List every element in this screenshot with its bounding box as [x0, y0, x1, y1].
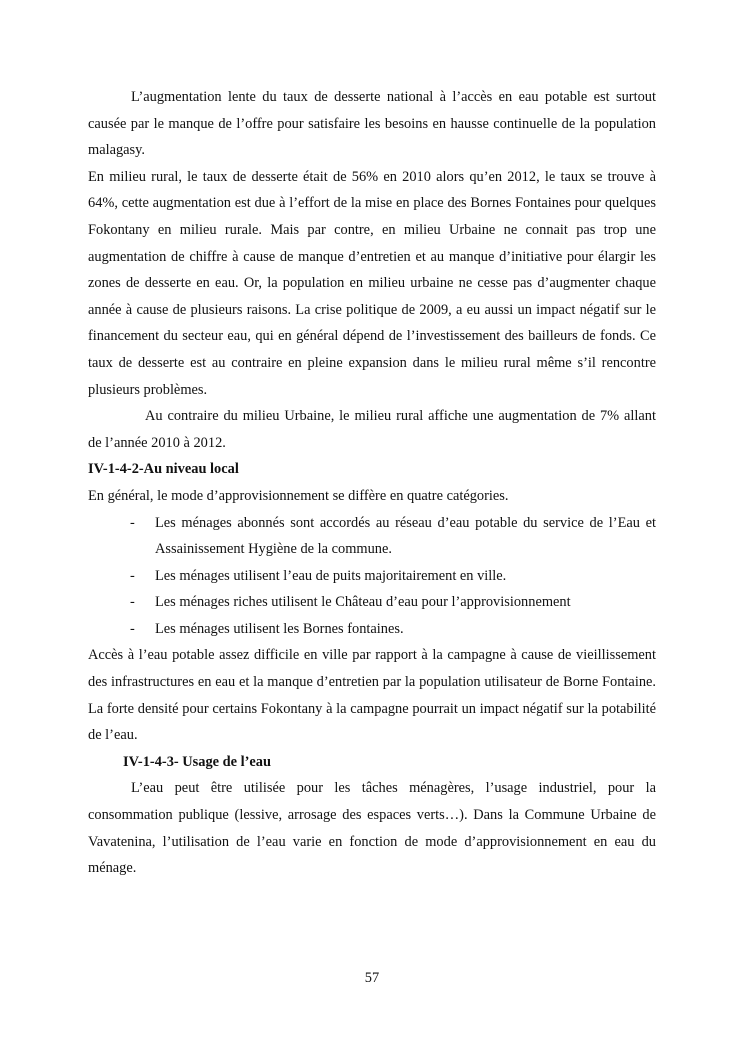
list-item-text: Les ménages utilisent les Bornes fontaines.: [155, 620, 404, 637]
bullet-dash: -: [130, 567, 135, 584]
section-heading-water-usage: IV-1-4-3- Usage de l’eau: [123, 753, 272, 770]
bullet-dash: -: [130, 620, 135, 637]
bullet-dash: -: [130, 594, 135, 611]
list-item: [88, 616, 656, 643]
list-item-text: Les ménages riches utilisent le Château d’eau pour l’approvisionnement: [155, 594, 571, 611]
list-item: [88, 510, 656, 563]
list-item: [88, 589, 656, 616]
paragraph-access-difficulty: Accès à l’eau potable assez difficile en ville par rapport à la campagne à cause de vieillissement des infrastructures en eau et la manque d’entretien par la population utilisateur de Borne Fontaine. La forte densité pour certains Fokontany à la campagne pourrait un impact négatif sur la potabilité de l’eau.: [88, 647, 656, 744]
paragraph-water-usage: L’eau peut être utilisée pour les tâches ménagères, l’usage industriel, pour la consommation publique (lessive, arrosage des espaces verts…). Dans la Commune Urbaine de Vavatenina, l’utilisation de l’eau varie en fonction de mode d’approvisionnement en eau du ménage.: [88, 780, 656, 877]
list-item-text: Les ménages abonnés sont accordés au réseau d’eau potable du service de l’Eau et Assainissement Hygiène de la commune.: [155, 514, 656, 558]
list-item: [88, 563, 656, 590]
list-item-text: Les ménages utilisent l’eau de puits majoritairement en ville.: [155, 567, 507, 584]
paragraph-national-rate: L’augmentation lente du taux de desserte national à l’accès en eau potable est surtout causée par le manque de l’offre pour satisfaire les besoins en hausse continuelle de la population malagasy.: [88, 89, 656, 159]
page-number: 57: [364, 970, 380, 986]
bullet-dash: -: [130, 514, 135, 531]
page-body: [88, 84, 656, 882]
paragraph-rural-increase: Au contraire du milieu Urbaine, le milieu rural affiche une augmentation de 7% allant de l’année 2010 à 2012.: [88, 408, 656, 451]
paragraph-rural-urban-rate: En milieu rural, le taux de desserte était de 56% en 2010 alors qu’en 2012, le taux se trouve à 64%, cette augmentation est due à l’effort de la mise en place des Bornes Fontaines pour quelques Fokontany en milieu rurale. Mais par contre, en milieu Urbaine ne connait pas trop une augmentation de chiffre à cause de manque d’entretien et au manque d’initiative pour élargir les zones de desserte en eau. Or, la population en milieu urbaine ne cesse pas d’augmenter chaque année à cause de plusieurs raisons. La crise politique de 2009, a eu aussi un impact négatif sur le financement du secteur eau, qui en général dépend de l’investissement des bailleurs de fonds. Ce taux de desserte est au contraire en pleine expansion dans le milieu rural même s’il rencontre plusieurs problèmes.: [88, 168, 656, 398]
section-heading-local-level: IV-1-4-2-Au niveau local: [88, 461, 239, 478]
paragraph-supply-modes-intro: En général, le mode d’approvisionnement se diffère en quatre catégories.: [88, 487, 509, 504]
supply-modes-list: [88, 510, 656, 643]
